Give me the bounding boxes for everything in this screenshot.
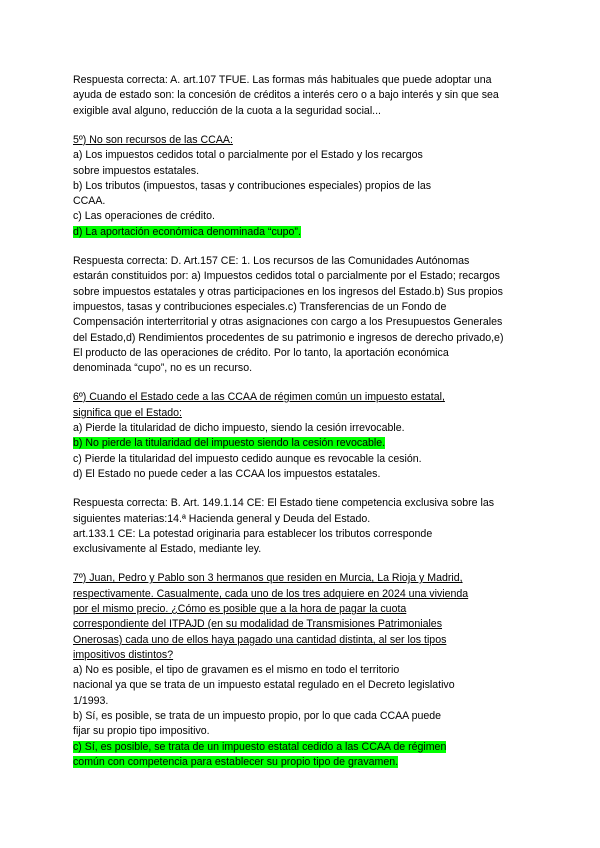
- answer-explanation-line: sobre impuestos estatales y otras participaciones en los ingresos del Estado.b) Sus propios: [73, 286, 503, 298]
- option-line: a) Los impuestos cedidos total o parcialmente por el Estado y los recargos: [73, 149, 423, 161]
- option-line: CCAA.: [73, 195, 106, 207]
- answer-explanation-line: Respuesta correcta: D. Art.157 CE: 1. Los recursos de las Comunidades Autónomas: [73, 255, 470, 267]
- answer-explanation-line: Respuesta correcta: A. art.107 TFUE. Las formas más habituales que puede adoptar una: [73, 74, 492, 86]
- option-line: b) Sí, es posible, se trata de un impuesto propio, por lo que cada CCAA puede: [73, 710, 442, 722]
- option-line: a) Pierde la titularidad de dicho impuesto, siendo la cesión irrevocable.: [73, 422, 405, 434]
- answer-explanation-line: art.133.1 CE: La potestad originaria para establecer los tributos corresponde: [73, 528, 433, 540]
- correct-option-line: d) La aportación económica denominada “cupo”.: [73, 226, 301, 238]
- correct-option-line: común con competencia para establecer su propio tipo de gravamen.: [73, 756, 399, 768]
- question-text-line: 6º) Cuando el Estado cede a las CCAA de régimen común un impuesto estatal,: [73, 391, 445, 403]
- question-text-line: correspondiente del ITPAJD (en su modalidad de Transmisiones Patrimoniales: [73, 618, 443, 630]
- option-line: fijar su propio tipo impositivo.: [73, 725, 210, 737]
- question-text-line: impositivos distintos?: [73, 649, 174, 661]
- question-text-line: significa que el Estado:: [73, 407, 182, 419]
- question-text-line: Onerosas) cada uno de ellos haya pagado una cantidad distinta, al ser los tipos: [73, 634, 447, 646]
- answer-explanation-line: estarán constituidos por: a) Impuestos cedidos total o parcialmente por el Estado; recargos: [73, 270, 500, 282]
- question-text-line: 5º) No son recursos de las CCAA:: [73, 134, 233, 146]
- answer-explanation-line: El producto de las operaciones de crédito. Por lo tanto, la aportación económica: [73, 347, 449, 359]
- question-text-line: respectivamente. Casualmente, cada uno de los tres adquiere en 2024 una vivienda: [73, 588, 469, 600]
- option-line: 1/1993.: [73, 695, 109, 707]
- option-line: a) No es posible, el tipo de gravamen es el mismo en todo el territorio: [73, 664, 400, 676]
- option-line: c) Pierde la titularidad del impuesto cedido aunque es revocable la cesión.: [73, 453, 422, 465]
- answer-explanation-line: exclusivamente al Estado, mediante ley.: [73, 543, 262, 555]
- answer-explanation-line: siguientes materias:14.ª Hacienda general y Deuda del Estado.: [73, 513, 371, 525]
- answer-explanation-line: ayuda de estado son: la concesión de créditos a interés cero o a bajo interés y sin que sea: [73, 89, 499, 101]
- answer-explanation-line: exigible aval alguno, reducción de la cuota a la seguridad social...: [73, 105, 382, 117]
- option-line: c) Las operaciones de crédito.: [73, 210, 215, 222]
- answer-explanation-line: del Estado,d) Rendimientos procedentes de su patrimonio e ingresos de derecho privado,e): [73, 332, 504, 344]
- question-text-line: 7º) Juan, Pedro y Pablo son 3 hermanos que residen en Murcia, La Rioja y Madrid,: [73, 572, 463, 584]
- option-line: sobre impuestos estatales.: [73, 165, 200, 177]
- answer-explanation-line: denominada “cupo”, no es un recurso.: [73, 362, 253, 374]
- answer-explanation-line: impuestos, tasas y contribuciones especiales.c) Transferencias de un Fondo de: [73, 301, 447, 313]
- option-line: nacional ya que se trata de un impuesto estatal regulado en el Decreto legislativo: [73, 679, 455, 691]
- answer-explanation-line: Compensación interterritorial y otras asignaciones con cargo a los Presupuestos Generales: [73, 316, 503, 328]
- option-line: b) Los tributos (impuestos, tasas y contribuciones especiales) propios de las: [73, 180, 432, 192]
- correct-option-line: c) Sí, es posible, se trata de un impuesto estatal cedido a las CCAA de régimen: [73, 741, 447, 753]
- correct-option-line: b) No pierde la titularidad del impuesto siendo la cesión revocable.: [73, 437, 386, 449]
- answer-explanation-line: Respuesta correcta: B. Art. 149.1.14 CE: El Estado tiene competencia exclusiva sobre las: [73, 497, 495, 509]
- option-line: d) El Estado no puede ceder a las CCAA los impuestos estatales.: [73, 468, 381, 480]
- question-text-line: por el mismo precio. ¿Cómo es posible que a la hora de pagar la cuota: [73, 603, 407, 615]
